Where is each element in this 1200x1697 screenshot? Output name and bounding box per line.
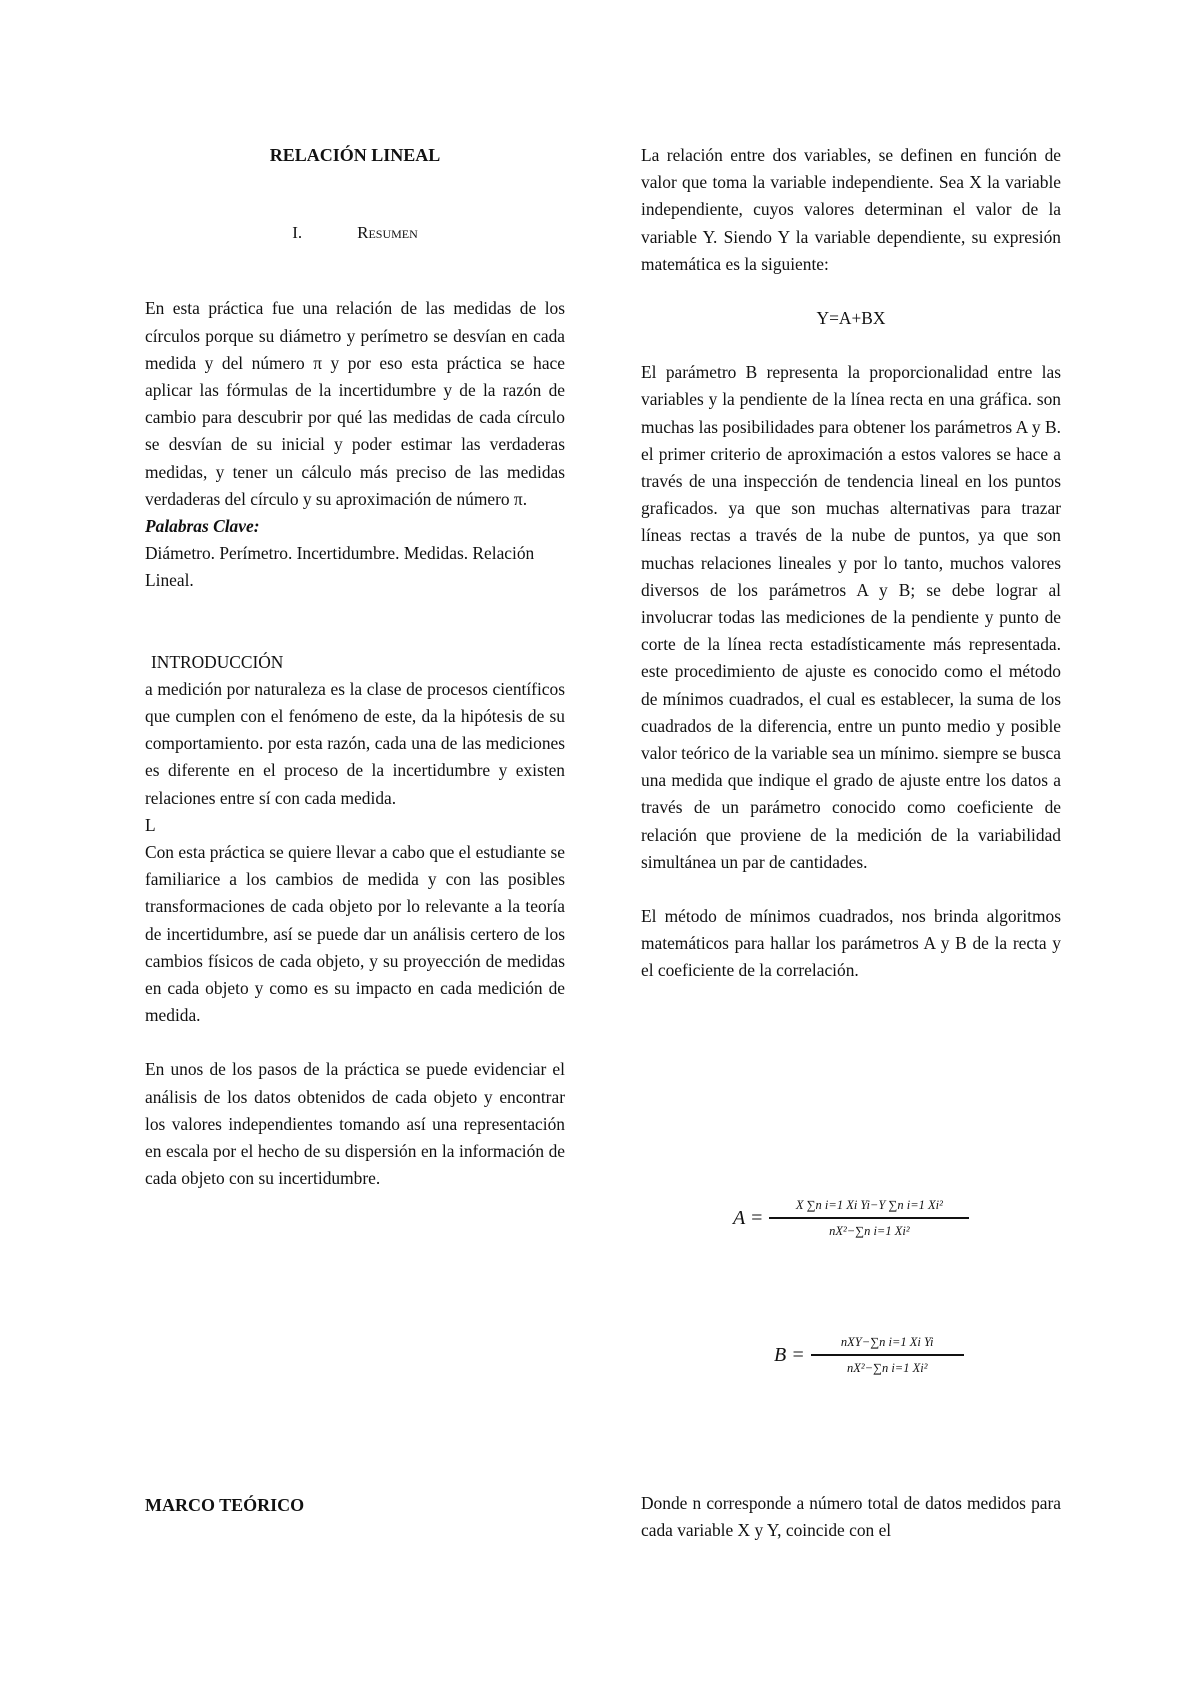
intro-paragraph-2: Con esta práctica se quiere llevar a cabo que el estudiante se familiarice a los cambios de medida y con las posibles transformaciones de cada objeto por lo relevante a la teoría de incertidumbre, así se puede dar un análisis certero de los cambios físicos de cada objeto, y su proyección de medidas en cada objeto y como es su impacto en cada medición de medida. — [145, 842, 565, 1026]
theory-paragraph-1: La relación entre dos variables, se definen en función de valor que toma la variable independiente. Sea X la variable independiente, cuyos valores determinan el valor de la variable Y. Siendo Y la variable dependiente, su expresión matemática es la siguiente: — [641, 145, 1061, 274]
formula-b — [774, 1334, 964, 1376]
formula-b-lhs: B = — [774, 1343, 805, 1366]
intro-paragraph-1: a medición por naturaleza es la clase de procesos científicos que cumplen con el fenómeno de este, da la hipótesis de su comportamiento. por esta razón, cada una de las mediciones es diferente en el proceso de la incertidumbre y existen relaciones entre sí con cada medida. — [145, 678, 565, 808]
right-column — [641, 142, 1061, 985]
formula-b-numerator: nXY−∑n i=1 Xi Yi — [840, 1335, 934, 1349]
intro-drop-letter: L — [145, 814, 156, 835]
section-title: Resumen — [357, 223, 418, 243]
marco-teorico-heading: MARCO TEÓRICO — [145, 1495, 305, 1515]
keywords-colon: : — [253, 516, 260, 537]
section-number: I. — [292, 223, 303, 243]
fraction-bar — [811, 1354, 964, 1356]
section-heading-resumen — [145, 219, 565, 246]
abstract-paragraph: En esta práctica fue una relación de las medidas de los círculos porque su diámetro y perímetro se desvían en cada medida y del número π y por eso esta práctica se hace aplicar las fórmulas de la incertidumbre y de la razón de cambio para descubrir por qué las medidas de cada círculo se desvían de su inicial y poder estimar las verdaderas medidas, y tener un cálculo más preciso de las medidas verdaderas del círculo y su aproximación de número π. — [145, 298, 565, 509]
formula-a-numerator: X ∑n i=1 Xi Yi−Y ∑n i=1 Xi² — [795, 1198, 943, 1212]
intro-paragraph-3: En unos de los pasos de la práctica se puede evidenciar el análisis de los datos obtenidos de cada objeto y encontrar los valores independientes tomando así una representación en escala por el hecho de su dispersión en la información de cada objeto con su incertidumbre. — [145, 1059, 565, 1189]
fraction-bar — [769, 1217, 969, 1219]
theory-paragraph-2: El parámetro B representa la proporcionalidad entre las variables y la pendiente de la línea recta en una gráfica. son muchas las posibilidades para obtener los parámetros A y B. el primer criterio de aproximación a estos valores se hace a través de una inspección de tendencia lineal en los puntos graficados. ya que son muchas alternativas para trazar líneas rectas a través de la nube de puntos, ya que son muchas relaciones lineales y por lo tanto, muchos valores diversos de los parámetros A y B; se debe lograr al involucrar todas las mediciones de la pendiente y punto de corte de la línea recta estadísticamente más representada. este procedimiento de ajuste es conocido como el método de mínimos cuadrados, el cual es establecer, la suma de los cuadrados de la diferencia, entre un punto medio y posible valor teórico de la variable sea un mínimo. siempre se busca una medida que indique el grado de ajuste entre los datos a través de un parámetro conocido como coeficiente de relación que proviene de la medición de la variabilidad simultánea un par de cantidades. — [641, 362, 1061, 872]
formula-a — [733, 1197, 969, 1239]
document-title: RELACIÓN LINEAL — [269, 145, 441, 165]
linear-equation: Y=A+BX — [816, 308, 886, 329]
keywords-block — [145, 513, 565, 540]
formula-a-denominator: nX²−∑n i=1 Xi² — [829, 1224, 910, 1238]
left-column — [145, 142, 565, 1193]
formula-b-fraction — [811, 1334, 964, 1376]
keywords-label: Palabras Clave — [145, 516, 254, 537]
formula-a-fraction — [769, 1197, 969, 1239]
theory-paragraph-3: El método de mínimos cuadrados, nos brinda algoritmos matemáticos para hallar los parámetros A y B de la recta y el coeficiente de la correlación. — [641, 906, 1061, 981]
intro-heading: INTRODUCCIÓN — [151, 651, 284, 672]
formula-b-denominator: nX²−∑n i=1 Xi² — [846, 1361, 928, 1375]
theory-paragraph-4: Donde n corresponde a número total de datos medidos para cada variable X y Y, coincide con el — [641, 1493, 1061, 1541]
formula-a-lhs: A = — [733, 1206, 764, 1229]
keywords-list: Diámetro. Perímetro. Incertidumbre. Medidas. Relación Lineal. — [145, 543, 535, 591]
